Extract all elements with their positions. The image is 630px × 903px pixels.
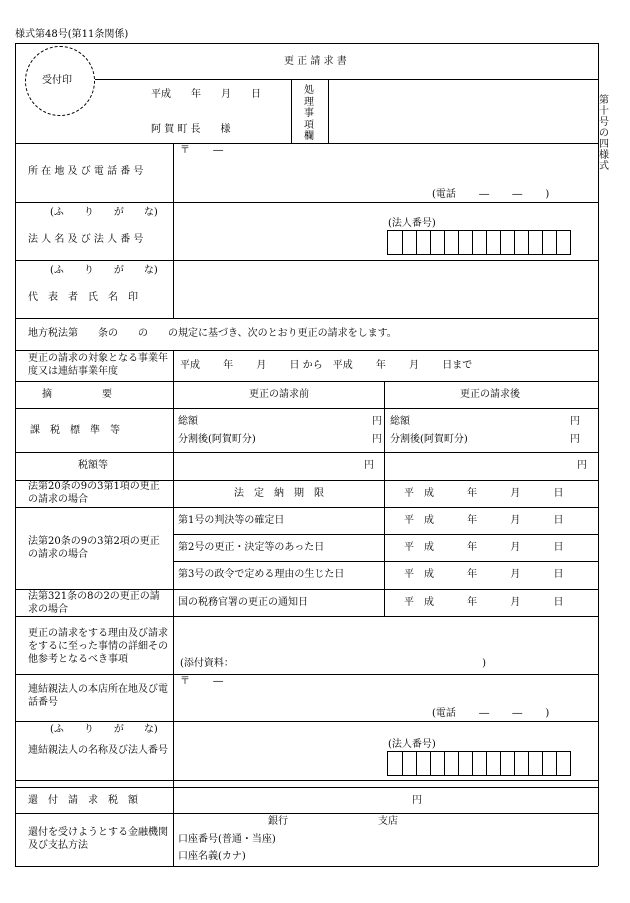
- tax-base-split-before: 分割後(阿賀町分): [178, 434, 256, 445]
- th-summary: 摘 要: [42, 389, 112, 400]
- account-name[interactable]: 口座名義(カナ): [178, 851, 246, 862]
- art1-label: 法第20条の9の3第1項の更正の請求の場合: [28, 481, 160, 505]
- addressee: 阿 賀 町 長 様: [151, 124, 231, 135]
- corp-label: 法 人 名 及 び 法 人 番 号: [28, 234, 144, 245]
- tax-base-split-after-yen[interactable]: 円: [570, 434, 580, 445]
- address-phone[interactable]: (電話 ― ― ): [432, 189, 550, 200]
- art2-row-3-date[interactable]: 平 成 年 月 日: [404, 569, 564, 580]
- art321-row: 国の税務官署の更正の通知日: [178, 597, 308, 608]
- consol-number-boxes[interactable]: [387, 751, 571, 776]
- consol-furigana: (ふ り が な): [50, 724, 158, 735]
- refund-label: 還 付 請 求 税 額: [28, 795, 138, 806]
- tax-base-total-after-yen[interactable]: 円: [570, 416, 580, 427]
- art2-row-1: 第1号の判決等の確定日: [178, 515, 285, 526]
- art2-row-1-date[interactable]: 平 成 年 月 日: [404, 515, 564, 526]
- reason-label: 更正の請求をする理由及び請求をするに至った事情の詳細その他参考となるべき事項: [28, 628, 168, 665]
- art2-row-3: 第3号の政令で定める理由の生じた日: [178, 569, 345, 580]
- stamp-label: 受付印: [42, 75, 72, 86]
- art2-label: 法第20条の9の3第2項の更正の請求の場合: [28, 536, 160, 560]
- th-before: 更正の請求前: [249, 389, 309, 400]
- period-label: 更正の請求の対象となる事業年度又は連結事業年度: [28, 353, 168, 377]
- statement: 地方税法第 条の の の規定に基づき、次のとおり更正の請求をします。: [28, 328, 397, 339]
- form-title: 更 正 請 求 書: [284, 56, 347, 67]
- consol-number-label: (法人番号): [388, 739, 436, 750]
- bank-branch[interactable]: 銀行 支店: [268, 816, 398, 827]
- tax-base-total-after: 総額: [390, 416, 410, 427]
- art2-row-2: 第2号の更正・決定等のあった日: [178, 542, 325, 553]
- address-label: 所 在 地 及 び 電 話 番 号: [28, 166, 144, 177]
- tax-amount-before-yen[interactable]: 円: [364, 460, 374, 471]
- tax-base-split-before-yen[interactable]: 円: [372, 434, 382, 445]
- period-value[interactable]: 平成 年 月 日 から 平成 年 月 日まで: [180, 360, 473, 371]
- art321-label: 法第321条の8の2の更正の請求の場合: [28, 591, 160, 615]
- account-number[interactable]: 口座番号(普通・当座): [178, 834, 276, 845]
- form-id: 様式第48号(第11条関係): [15, 29, 129, 40]
- refund-yen[interactable]: 円: [412, 795, 422, 806]
- th-after: 更正の請求後: [460, 389, 520, 400]
- tax-base-total-before-yen[interactable]: 円: [372, 416, 382, 427]
- tax-base-label: 課 税 標 準 等: [30, 425, 120, 436]
- consol-name-label: 連結親法人の名称及び法人番号: [28, 745, 168, 756]
- art321-date[interactable]: 平 成 年 月 日: [404, 597, 564, 608]
- tax-amount-after-yen[interactable]: 円: [577, 460, 587, 471]
- bank-label: 還付を受けようとする金融機関及び支払方法: [28, 827, 168, 851]
- consol-postal[interactable]: 〒 ―: [180, 676, 224, 687]
- address-postal[interactable]: 〒 ―: [180, 145, 224, 156]
- rep-label: 代 表 者 氏 名 印: [28, 292, 138, 303]
- date-line: 平成 年 月 日: [151, 89, 261, 100]
- consol-phone[interactable]: (電話 ― ― ): [432, 708, 550, 719]
- corp-furigana: (ふ り が な): [50, 207, 158, 218]
- tax-base-split-after: 分割後(阿賀町分): [390, 434, 468, 445]
- art1-date[interactable]: 平 成 年 月 日: [404, 488, 564, 499]
- corp-number-label: (法人番号): [388, 218, 436, 229]
- consol-address-label: 連結親法人の本店所在地及び電話番号: [28, 684, 168, 708]
- corp-number-boxes[interactable]: [387, 230, 571, 255]
- art1-deadline: 法 定 納 期 限: [234, 488, 324, 499]
- rep-furigana: (ふ り が な): [50, 265, 158, 276]
- art2-row-2-date[interactable]: 平 成 年 月 日: [404, 542, 564, 553]
- tax-base-total-before: 総額: [178, 416, 198, 427]
- processing-label: 処理事項欄: [304, 85, 314, 142]
- side-label: 第十号の四様式: [599, 95, 609, 172]
- reason-attachment[interactable]: (添付資料： ): [180, 658, 486, 669]
- tax-amount-label: 税額等: [78, 460, 108, 471]
